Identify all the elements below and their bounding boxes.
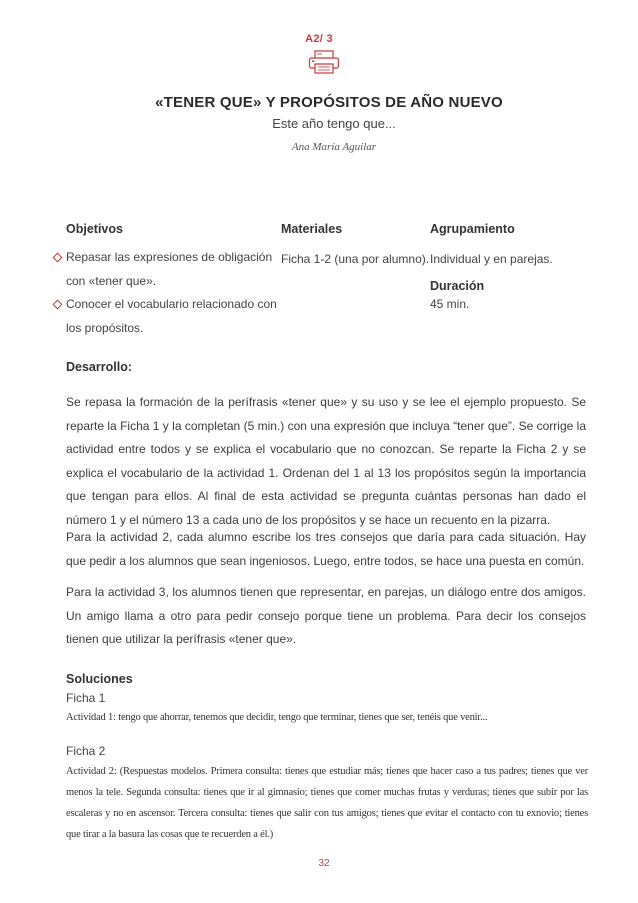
page-number: 32 <box>318 858 330 869</box>
ficha2-solution: Actividad 2: (Respuestas modelos. Primera consulta: tienes que estudiar más; tienes que hacer caso a tus padres; tienes que ver menos la tele. Segunda consulta: tienes que ir al gimnasio; tienes que comer muchas frutas y verduras; tienes que subir por las escaleras y no en ascensor. Tercera consulta: tienes que salir con tus amigos; tienes que evitar el contacto con tu exnovio; tienes que tirar a la basura las cosas que te recuerden a él.) <box>66 766 588 840</box>
objetivo-item: Conocer el vocabulario relacionado con los propósitos. <box>52 293 282 340</box>
soluciones-heading: Soluciones <box>66 672 133 686</box>
objetivo-item: Repasar las expresiones de obligación con «tener que». <box>52 246 282 293</box>
diamond-bullet-icon <box>53 300 63 310</box>
page-title: «TENER QUE» Y PROPÓSITOS DE AÑO NUEVO <box>155 94 503 111</box>
ficha1-solution: Actividad 1: tengo que ahorrar, tenemos que decidir, tengo que terminar, tienes que ser, tenéis que venir... <box>66 712 488 723</box>
desarrollo-paragraph: Para la actividad 3, los alumnos tienen que representar, en parejas, un diálogo entre dos amigos. Un amigo llama a otro para pedir consejo porque tiene un problema. Para decir los consejos tienen que utilizar la perífrasis «tener que». <box>66 585 586 646</box>
agrupamiento-heading: Agrupamiento <box>430 222 515 236</box>
materiales-value: Ficha 1-2 (una por alumno). <box>281 252 430 266</box>
page-subtitle: Este año tengo que... <box>272 116 396 131</box>
ficha1-label: Ficha 1 <box>66 691 106 705</box>
diamond-bullet-icon <box>53 253 63 263</box>
objetivos-list <box>52 246 282 340</box>
printer-icon <box>308 50 340 74</box>
level-label: A2/ 3 <box>305 33 333 45</box>
objetivos-heading: Objetivos <box>66 222 123 236</box>
ficha2-label: Ficha 2 <box>66 744 106 758</box>
materiales-heading: Materiales <box>281 222 343 236</box>
duracion-heading: Duración <box>430 279 485 293</box>
desarrollo-heading: Desarrollo: <box>66 360 132 374</box>
author-name: Ana María Aguilar <box>291 141 377 153</box>
desarrollo-paragraph: Se repasa la formación de la perífrasis «tener que» y su uso y se lee el ejemplo propuesto. Se reparte la Ficha 1 y la completan (5 min.) con una expresión que incluya “tener que”. Se corrige la actividad entre todos y se explica el vocabulario que no conozcan. Se reparte la Ficha 2 y se explica el vocabulario de la actividad 1. Ordenan del 1 al 13 los propósitos según la importancia que tengan para ellos. Al final de esta actividad se pregunta cuántas personas han dado el número 1 y el número 13 a cada uno de los propósitos y se hace un recuento en la pizarra. <box>66 395 586 527</box>
duracion-value: 45 min. <box>430 297 470 311</box>
desarrollo-paragraph: Para la actividad 2, cada alumno escribe los tres consejos que daría para cada situación. Hay que pedir a los alumnos que sean ingeniosos. Luego, entre todos, se hace una puesta en común. <box>66 530 586 568</box>
agrupamiento-value: Individual y en parejas. <box>430 252 553 266</box>
